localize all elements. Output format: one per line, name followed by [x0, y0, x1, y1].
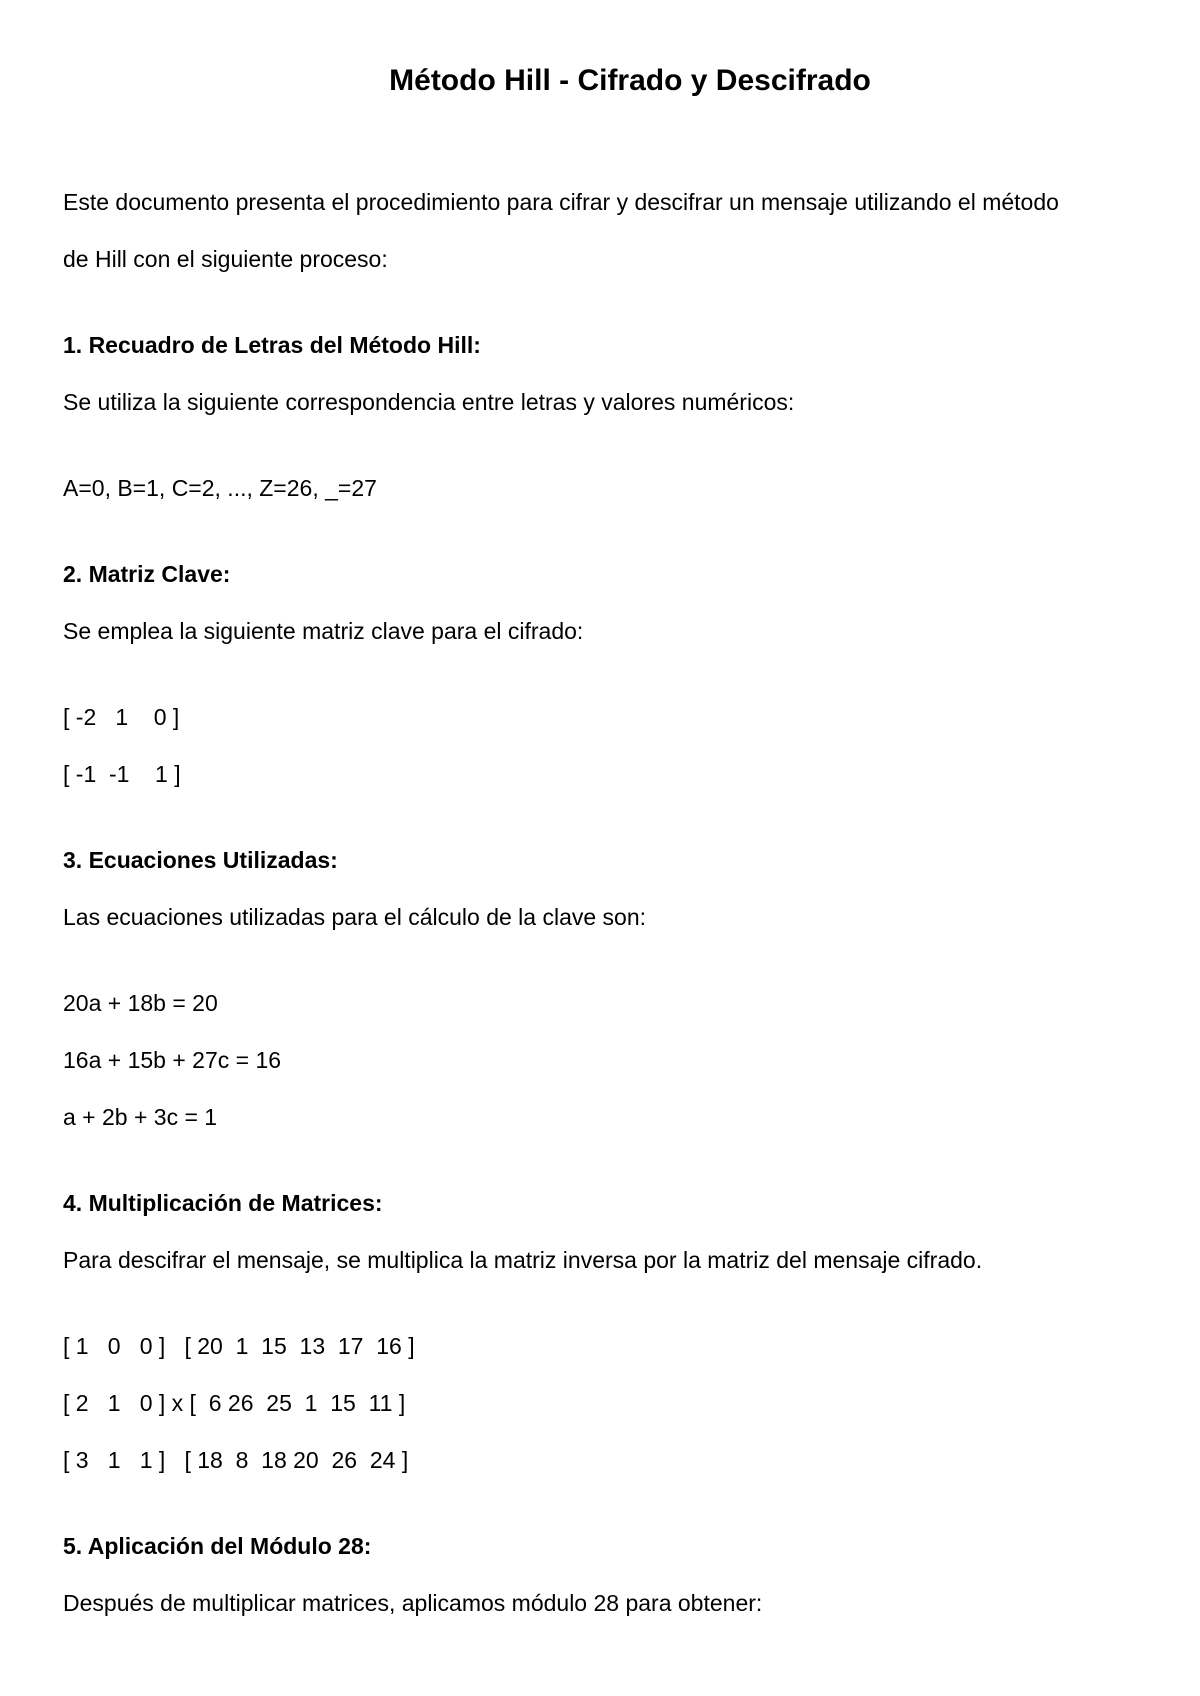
document-title: Método Hill - Cifrado y Descifrado	[389, 64, 871, 97]
equation-2: 16a + 15b + 27c = 16	[63, 1047, 282, 1073]
section-4-heading: 4. Multiplicación de Matrices:	[63, 1190, 383, 1216]
section-5-heading: 5. Aplicación del Módulo 28:	[63, 1533, 372, 1559]
intro-line-2: de Hill con el siguiente proceso:	[63, 246, 388, 272]
key-matrix-row-2: [ -1 -1 1 ]	[63, 761, 181, 787]
section-3-heading: 3. Ecuaciones Utilizadas:	[63, 847, 338, 873]
section-1-text: Se utiliza la siguiente correspondencia entre letras y valores numéricos:	[63, 389, 795, 415]
intro-line-1: Este documento presenta el procedimiento para cifrar y descifrar un mensaje utilizando el método	[63, 189, 1059, 215]
key-matrix-row-1: [ -2 1 0 ]	[63, 704, 180, 730]
matrix-product-row-2: [ 2 1 0 ] x [ 6 26 25 1 15 11 ]	[63, 1390, 406, 1416]
section-3-text: Las ecuaciones utilizadas para el cálculo de la clave son:	[63, 904, 647, 930]
section-5-text: Después de multiplicar matrices, aplicamos módulo 28 para obtener:	[63, 1590, 763, 1616]
matrix-product-row-3: [ 3 1 1 ] [ 18 8 18 20 26 24 ]	[63, 1447, 409, 1473]
section-1-line-1: A=0, B=1, C=2, ..., Z=26, _=27	[63, 475, 377, 501]
equation-3: a + 2b + 3c = 1	[63, 1104, 218, 1130]
equation-1: 20a + 18b = 20	[63, 990, 218, 1016]
section-1-heading: 1. Recuadro de Letras del Método Hill:	[63, 332, 481, 358]
section-4-text: Para descifrar el mensaje, se multiplica la matriz inversa por la matriz del mensaje cifrado.	[63, 1247, 983, 1273]
section-2-heading: 2. Matriz Clave:	[63, 561, 231, 587]
section-2-text: Se emplea la siguiente matriz clave para el cifrado:	[63, 618, 584, 644]
matrix-product-row-1: [ 1 0 0 ] [ 20 1 15 13 17 16 ]	[63, 1333, 415, 1359]
